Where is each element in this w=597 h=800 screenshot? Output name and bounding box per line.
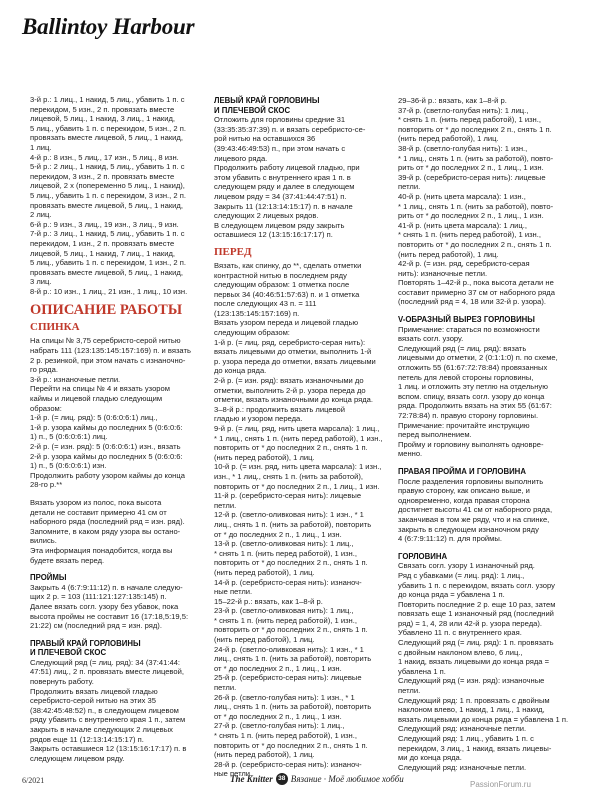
front-rows-continued-text: 29–36-й р.: вязать, как 1–8-й р. 37-й р. (светло-голубая нить): 1 лиц., * снять 1 п. (нить перед работой), 1 изн., повторить от * до последних 2 п., снять 1 п. (нить перед работой), 1 лиц. 38-й р. (светло-голубая нить): 1 изн., * 1 лиц., снять 1 п. (нить за работой), повто- рить от * до последних 2 п., 1 лиц., 1 изн. 39-й р. (серебристо-серая нить): лицевые петли. 40-й р. (нить цвета марсала): 1 изн., * 1 лиц., снять 1 п. (нить за работой), повто- рить от * до последних 2 п., 1 лиц., 1 изн. 41-й р. (нить цвета марсала): 1 лиц., * снять 1 п. (нить перед работой), 1 изн., повторить от * до последних 2 п., снять 1 п. (нить перед работой), 1 лиц. 42-й р. (= изн. ряд, серебристо-серая нить): изнаночные петли. Повторять 1–42-й р., пока высота детали не составит примерно 37 см от наборного ряда (последний ряд = 4, 18 или 32-й р. узора).: [398, 96, 555, 307]
section-heading-neckline: ГОРЛОВИНА: [398, 551, 448, 561]
right-armhole-text: После разделения горловины выполнить правую сторону, как описано выше, и одновременно, когда правая сторона достигнет высоты 41 см от наборного ряда, заканчивая в том же ряду, что и на спинке, закрыть в следующем изнаночном ряду 4 (6:7:9:11:12) п. для проймы.: [398, 476, 553, 544]
front-instructions-text: Вязать, как спинку, до **, сделать отметки контрастной нитью в последнем ряду следующим образом: 1 отметка после первых 34 (40:46:51:57:63) п. и 1 отметка после следующих 43 п. = 111 (123:135:145:157:169) п. Вязать узором переда и лицевой гладью следующим образом: 1-й р. (= лиц. ряд, серебристо-серая нить): вязать лицевыми до отметки, выполнить 1-й р. узора переда до отметки, вязать лицевыми до конца ряда. 2-й р. (= изн. ряд): вязать изнаночными до отметки, выполнить 2-й р. узора переда до отметки, вязать изнаночными до конца ряда. 3–8-й р.: продолжить вязать лицевой гладью и узором переда. 9-й р. (= лиц. ряд, нить цвета марсала): 1 лиц., * 1 лиц., снять 1 п. (нить перед работой), 1 изн., повторить от * до последних 2 п., снять 1 п. (нить перед работой), 1 лиц. 10-й р. (= изн. ряд, нить цвета марсала): 1 изн., изн., * 1 лиц., снять 1 п. (нить за работой), повторить от * до последних 2 п., 1 лиц., 1 изн. 11-й р. (серебристо-серая нить): лицевые петли. 12-й р. (светло-оливковая нить): 1 изн., * 1 лиц., снять 1 п. (нить за работой), повторить от * до последних 2 п., 1 лиц., 1 изн. 13-й р. (светло-оливковая нить): 1 лиц., * снять 1 п. (нить перед работой), 1 изн., повторить от * до последних 2 п., снять 1 п. (нить перед работой), 1 лиц. 14-й р. (серебристо-серая нить): изнаноч- ные петли. 15–22-й р.: вязать, как 1–8-й р. 23-й р. (светло-оливковая нить): 1 лиц., * снять 1 п. (нить перед работой), 1 изн., повторить от * до последних 2 п., снять 1 п. (нить перед работой), 1 лиц. 24-й р. (светло-оливковая нить): 1 изн., * 1 лиц., снять 1 п. (нить за работой), повторить от * до последних 2 п., 1 лиц., 1 изн. 25-й р. (серебристо-серая нить): лицевые петли. 26-й р. (светло-голубая нить): 1 изн., * 1 лиц., снять 1 п. (нить за работой), повторить от * до последних 2 п., 1 лиц., 1 изн. 27-й р. (светло-голубая нить): 1 лиц., * снять 1 п. (нить перед работой), 1 изн., повторить от * до последних 2 п., снять 1 п. (нить перед работой), 1 лиц. 28-й р. (серебристо-серая нить): изнаноч- ные петли.: [214, 260, 383, 779]
v-neck-text: Примечание: стараться по возможности вязать согл. узору. Следующий ряд (= лиц. ряд): вязать лицевыми до отметки, 2 (0:1:1:0) п. по схеме, отложить 55 (61:67:72:78:84) провязанных петель для левой стороны горловины, 1 лиц. и отложить эту петлю на отдельную вспом. спицу, вязать согл. узору до конца ряда. Продолжить вязать на этих 55 (61:67: 72:78:84) п. правую сторону горловины. Примечание: прочитайте инструкцию перед выполнением. Пройму и горловину выполнять одновре- менно.: [398, 324, 558, 459]
section-heading-armholes: ПРОЙМЫ: [30, 573, 67, 583]
section-heading-main: ОПИСАНИЕ РАБОТЫ: [30, 302, 183, 319]
left-neck-text: Отложить для горловины средние 31 (33:35:35:37:39) п. и вязать серебристо-се- рой нитью на оставшихся 36 (39:43:46:49:53) п., при этом начать с лицевого ряда. Продолжить работу лицевой гладью, при этом убавить с внутреннего края 1 п. в следующем ряду и далее в следующем лицевом ряду = 34 (37:41:44:47:51) п. Закрыть 11 (12:13:14:15:17) п. в начале следующих 2 лицевых рядов. В следующем лицевом ряду закрыть оставшиеся 12 (13:15:16:17:17) п.: [214, 115, 366, 240]
armholes-text: Закрыть 4 (6:7:9:11:12) п. в начале следую- щих 2 р. = 103 (111:121:127:135:145) п. Далее вязать согл. узору без убавок, пока высота проймы не составит 16 (17:18,5:19,5: 21:22) см (последний ряд = изн. ряд).: [30, 582, 189, 631]
column-middle: [214, 96, 386, 779]
page-number: 38: [276, 773, 288, 785]
back-stripes-text: Вязать узором из полос, пока высота детали не составит примерно 41 см от наборного ряда (последний ряд = изн. ряд). Запомните, в каком ряду узора вы остано- вились. Эта информация понадобится, когда вы будете вязать перед.: [30, 497, 185, 565]
magazine-tagline: Вязание · Моё любимое хобби: [290, 774, 404, 784]
section-heading-back: СПИНКА: [30, 321, 80, 334]
magazine-name: The Knitter: [230, 774, 273, 784]
column-right: [398, 96, 574, 772]
column-left: [30, 95, 202, 763]
section-heading-left-neck: ЛЕВЫЙ КРАЙ ГОРЛОВИНЫ И ПЛЕЧЕВОЙ СКОС: [214, 96, 320, 115]
issue-number: 6/2021: [22, 776, 45, 785]
back-instructions-text: На спицы № 3,75 серебристо-серой нитью набрать 111 (123:135:145:157:169) п. и вязать 2 р. резинкой, при этом начать с изнаночно- го ряда. 3-й р.: изнаночные петли. Перейти на спицы № 4 и вязать узором каймы и лицевой гладью следующим образом: 1-й р. (= лиц. ряд): 5 (0:6:0:6:1) лиц., 1-й р. узора каймы до последних 5 (0:6:0:6: 1) п., 5 (0:6:0:6:1) лиц. 2-й р. (= изн. ряд): 5 (0:6:0:6:1) изн., вязать 2-й р. узора каймы до последних 5 (0:6:0:6: 1) п., 5 (0:6:0:6:1) изн. Продолжить работу узором каймы до конца 28-го р.**: [30, 336, 191, 490]
right-neck-text: Следующий ряд (= лиц. ряд): 34 (37:41:44: 47:51) лиц., 2 п. провязать вместе лицевой, повернуть работу. Продолжить вязать лицевой гладью серебристо-серой нитью на этих 35 (38:42:45:48:52) п., в следующем лицевом ряду убавить с внутреннего края 1 п., затем закрыть в начале следующих 2 лицевых рядов еще 11 (12:13:14:15:17) п. Закрыть оставшиеся 12 (13:15:16:17:17) п. в следующем лицевом ряду.: [30, 657, 187, 763]
section-heading-front: ПЕРЕД: [214, 245, 252, 258]
footer-brand-line: [230, 773, 404, 785]
section-heading-right-armhole: ПРАВАЯ ПРОЙМА И ГОРЛОВИНА: [398, 466, 526, 476]
neckline-text: Связать согл. узору 1 изнаночный ряд. Ряд с убавками (= лиц. ряд): 1 лиц., убавить 1 п. с перекидом, вязать согл. узору до конца ряда = убавлена 1 п. Повторить последние 2 р. еще 10 раз, затем повязать еще 1 изнаночный ряд (последний ряд) = 1, 4, 28 или 42-й р. узора переда). Убавлено 11 п. с внутреннего края. Следующий ряд (= лиц. ряд): 1 п. провязать с двойным наклоном влево, 6 лиц., 1 накид, вязать лицевыми до конца ряда = убавлена 1 п. Следующий ряд (= изн. ряд): изнаночные петли. Следующий ряд: 1 п. провязать с двойным наклоном влево, 1 накид, 1 лиц., 1 накид, вязать лицевыми до конца ряда = убавлена 1 п. Следующий ряд: изнаночные петли. Следующий ряд: 1 лиц., убавить 1 п. с перекидом, 3 лиц., 1 накид, вязать лицевы- ми до конца ряда. Следующий ряд: изнаночные петли.: [398, 561, 569, 772]
section-heading-right-neck: ПРАВЫЙ КРАЙ ГОРЛОВИНЫ И ПЛЕЧЕВОЙ СКОС: [30, 638, 141, 658]
section-heading-v-neck: V-ОБРАЗНЫЙ ВЫРЕЗ ГОРЛОВИНЫ: [398, 315, 535, 325]
pattern-rows-text: 3-й р.: 1 лиц., 1 накид, 5 лиц., убавить 1 п. с перекидом, 5 изн., 2 п. провязать вместе лицевой, 5 лиц., 1 накид, 3 лиц., 1 накид, 5 лиц., убавить 1 п. с перекидом, 5 изн., 2 п. провязать вместе лицевой, 5 лиц., 1 накид, 1 лиц. 4-й р.: 8 изн., 5 лиц., 17 изн., 5 лиц., 8 изн. 5-й р.: 2 лиц., 1 накид, 5 лиц., убавить 1 п. с перекидом, 3 изн., 2 п. провязать вместе лицевой, 2 х (попеременно 5 лиц., 1 накид), 5 лиц., убавить 1 п. с перекидом, 3 изн., 2 п. провязать вместе лицевой, 5 лиц., 1 накид, 2 лиц. 6-й р.: 9 изн., 3 лиц., 19 изн., 3 лиц., 9 изн. 7-й р.: 3 лиц., 1 накид, 5 лиц., убавить 1 п. с перекидом, 1 изн., 2 п. провязать вместе лицевой, 5 лиц., 1 накид, 7 лиц., 1 накид, 5 лиц., убавить 1 п. с перекидом, 1 изн., 2 п. провязать вместе лицевой, 5 лиц., 1 накид, 3 лиц. 8-й р.: 10 изн., 1 лиц., 21 изн., 1 лиц., 10 изн.: [30, 95, 188, 296]
page-title: Ballintoy Harbour: [22, 14, 195, 39]
watermark: PassionForum.ru: [470, 780, 531, 789]
